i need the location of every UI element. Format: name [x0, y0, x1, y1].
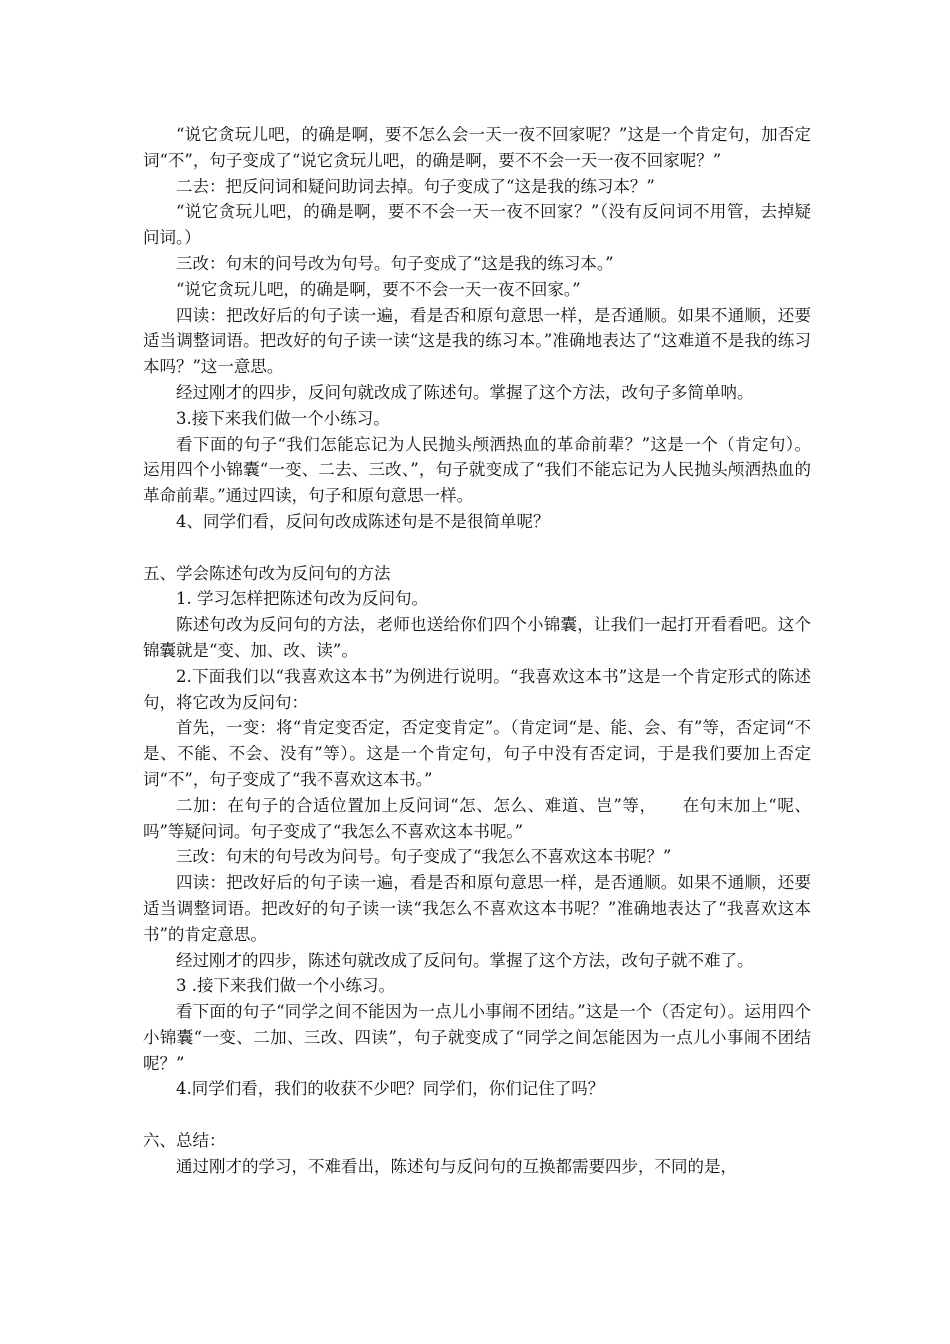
- paragraph: 陈述句改为反问句的方法，老师也送给你们四个小锦囊，让我们一起打开看看吧。这个锦囊就是“变、加、改、读”。: [143, 615, 811, 660]
- section-heading: 五、学会陈述句改为反问句的方法: [143, 563, 391, 583]
- paragraph: “说它贪玩儿吧，的确是啊，要不不会一天一夜不回家？”（没有反问词不用管，去掉疑问词。）: [143, 202, 811, 248]
- paragraph: 经过刚才的四步，陈述句就改成了反问句。掌握了这个方法，改句子就不难了。: [176, 950, 754, 970]
- paragraph: 4.同学们看，我们的收获不少吧？同学们，你们记住了吗？: [176, 1079, 605, 1099]
- blank-line: [143, 1102, 811, 1128]
- paragraph: 经过刚才的四步，反问句就改成了陈述句。掌握了这个方法，改句子多简单呐。: [176, 382, 754, 402]
- paragraph: “说它贪玩儿吧，的确是啊，要不不会一天一夜不回家。”: [176, 279, 581, 299]
- paragraph: 4、同学们看，反问句改成陈述句是不是很简单呢？: [176, 511, 550, 531]
- paragraph: 三改：句末的句号改为问号。句子变成了“我怎么不喜欢这本书呢？”: [176, 847, 672, 867]
- paragraph: 四读：把改好后的句子读一遍，看是否和原句意思一样，是否通顺。如果不通顺，还要适当调整词语。把改好的句子读一读“这是我的练习本。”准确地表达了“这难道不是我的练习本吗？”这一意思。: [143, 305, 811, 377]
- paragraph: 看下面的句子“同学之间不能因为一点儿小事闹不团结。”这是一个（否定句）。运用四个小锦囊“一变、二加、三改、四读”，句子就变成了“同学之间怎能因为一点儿小事闹不团结呢？”: [143, 1002, 811, 1073]
- paragraph: 首先，一变：将“肯定变否定，否定变肯定”。（肯定词“是、能、会、有”等，否定词“不是、不能、不会、没有”等）。这是一个肯定句，句子中没有否定词，于是我们要加上否定词“不”，句子变成了“我不喜欢这本书。”: [143, 718, 811, 789]
- paragraph: 2.下面我们以“我喜欢这本书”为例进行说明。“我喜欢这本书”这是一个肯定形式的陈述句，将它改为反问句：: [143, 666, 811, 712]
- paragraph: 3 .接下来我们做一个小练习。: [176, 976, 395, 996]
- paragraph: 3.接下来我们做一个小练习。: [176, 408, 390, 428]
- blank-line: [143, 535, 811, 561]
- paragraph: 四读：把改好后的句子读一遍，看是否和原句意思一样，是否通顺。如果不通顺，还要适当调整词语。把改好的句子读一读“我怎么不喜欢这本书呢？”准确地表达了“我喜欢这本书”的肯定意思。: [143, 873, 811, 944]
- paragraph: 二去：把反问词和疑问助词去掉。句子变成了“这是我的练习本？”: [176, 176, 655, 196]
- paragraph: 三改：句末的问号改为句号。句子变成了“这是我的练习本。”: [176, 253, 614, 273]
- paragraph: 1. 学习怎样把陈述句改为反问句。: [176, 589, 428, 609]
- paragraph: 看下面的句子“我们怎能忘记为人民抛头颅洒热血的革命前辈？”这是一个（肯定句）。运用四个小锦囊“一变、二去、三改、”，句子就变成了“我们不能忘记为人民抛头颅洒热血的革命前辈。”通过四读，句子和原句意思一样。: [143, 434, 811, 506]
- paragraph: “说它贪玩儿吧，的确是啊，要不怎么会一天一夜不回家呢？”这是一个肯定句，加否定词“不”，句子变成了“说它贪玩儿吧，的确是啊，要不不会一天一夜不回家呢？”: [143, 125, 811, 170]
- section-heading: 六、总结：: [143, 1131, 226, 1151]
- paragraph: 通过刚才的学习，不难看出，陈述句与反问句的互换都需要四步，不同的是，: [176, 1156, 737, 1176]
- paragraph: 二加：在句子的合适位置加上反问词“怎、怎么、难道、岂”等， 在句末加上“呢、吗”等疑问词。句子变成了“我怎么不喜欢这本书呢。”: [143, 795, 811, 841]
- document-body: [143, 122, 811, 1180]
